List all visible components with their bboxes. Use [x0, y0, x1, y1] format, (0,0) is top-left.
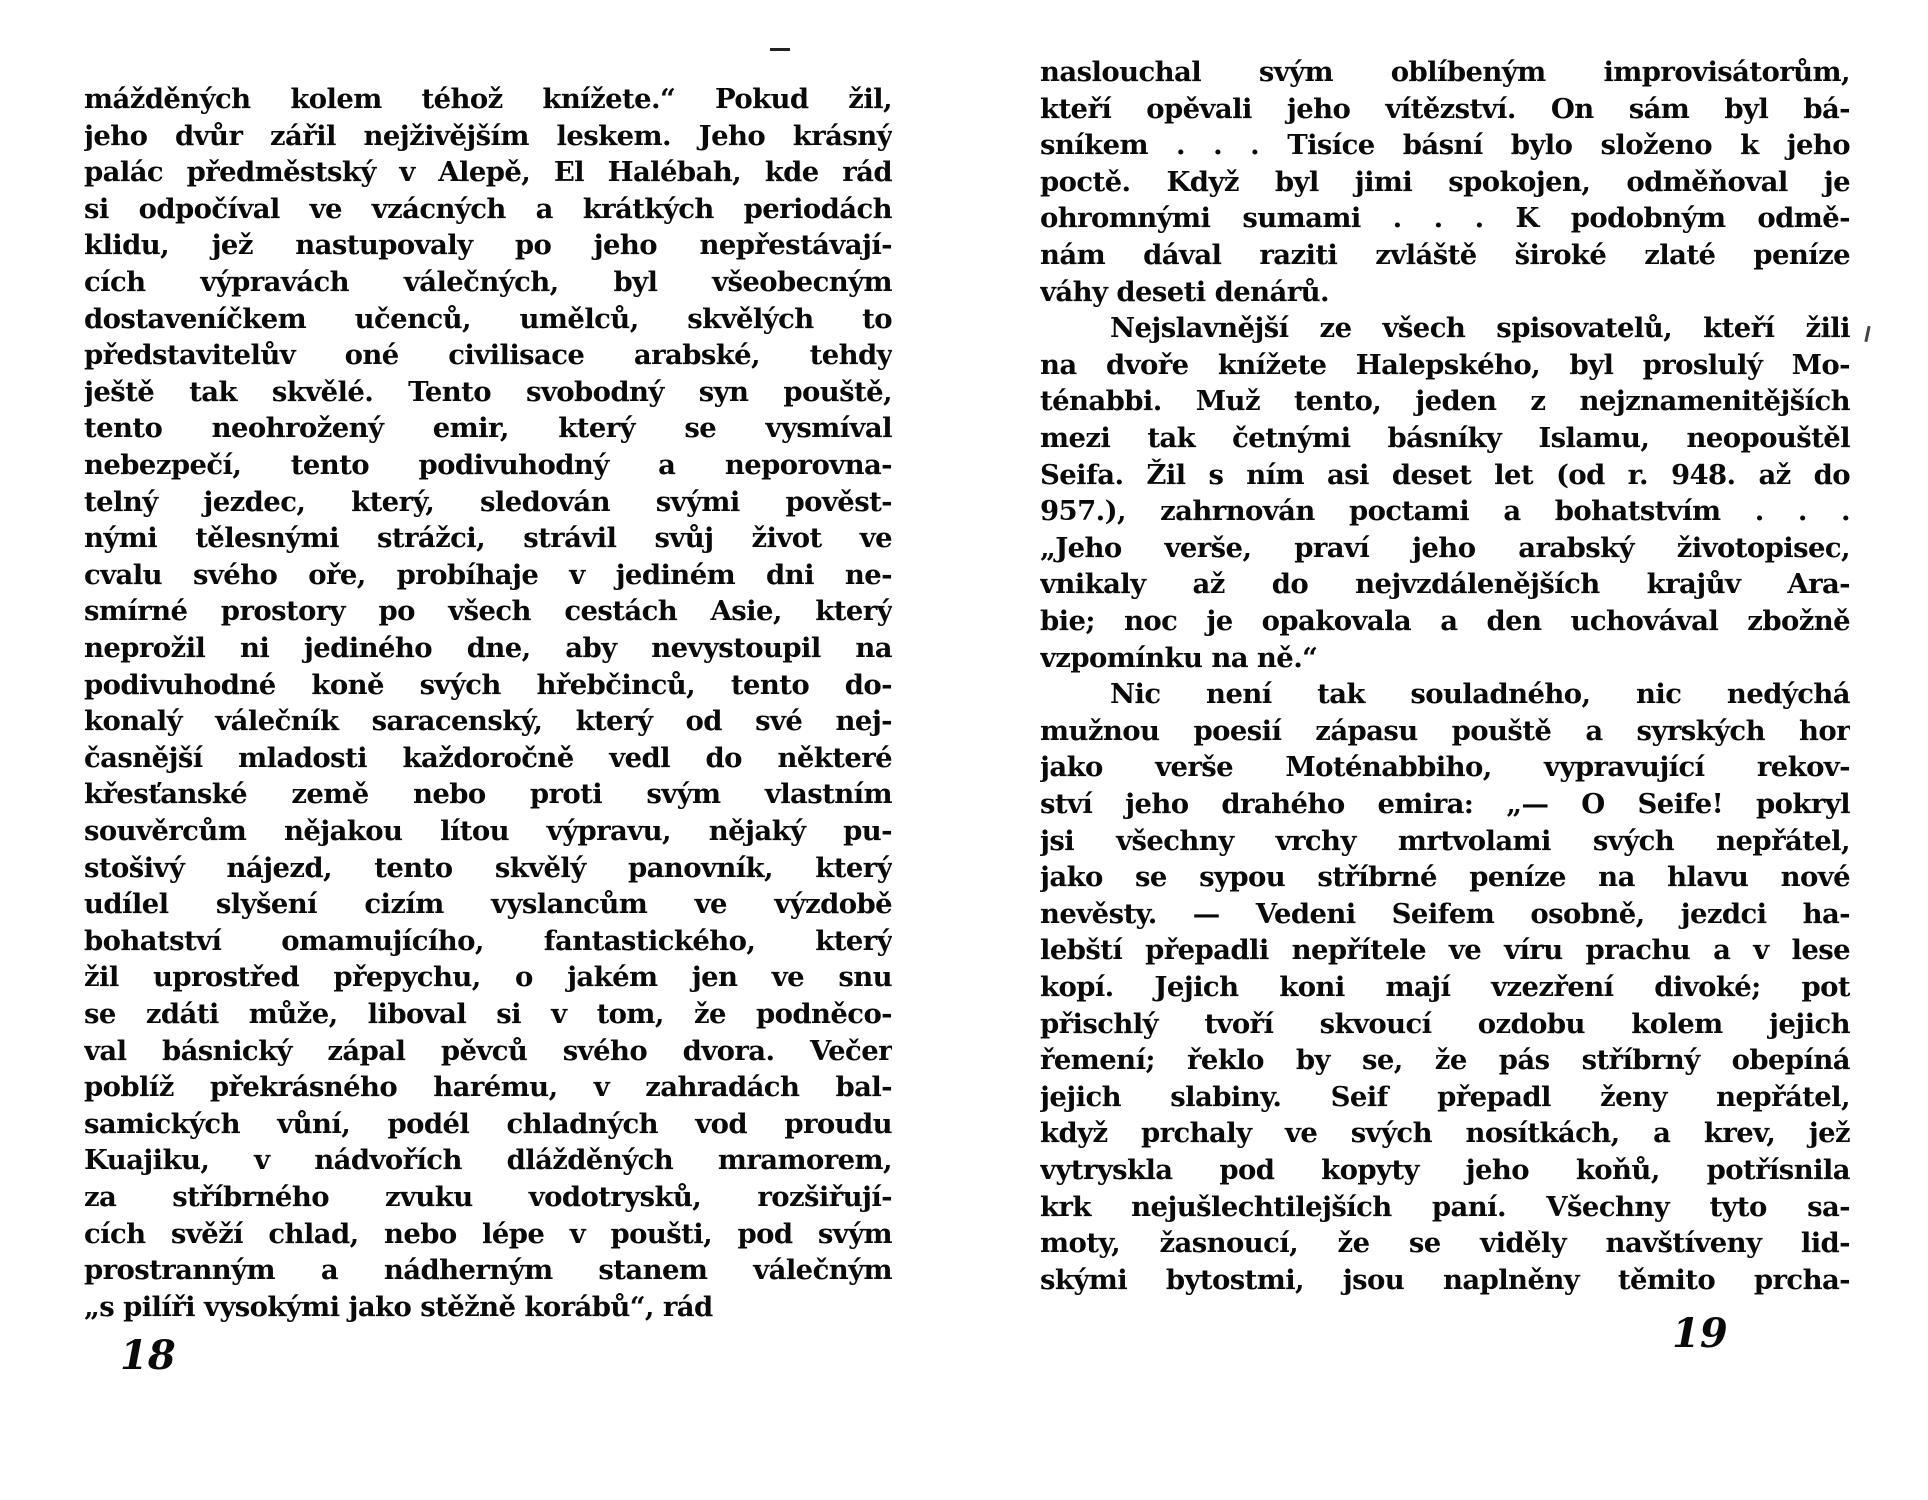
text-line: samických vůní, podél chladných vod proudu — [84, 1107, 892, 1140]
text-line: kteří opěvali jeho vítězství. On sám byl bá- — [1040, 92, 1850, 125]
text-line: smírné prostory po všech cestách Asie, který — [84, 595, 892, 628]
text-line: konalý válečník saracenský, který od své nej- — [84, 705, 892, 738]
margin-mark — [1864, 326, 1870, 342]
text-line: za stříbrného zvuku vodotrysků, rozšiřují- — [84, 1181, 892, 1213]
text-line: bohatství omamujícího, fantastického, který — [84, 924, 892, 957]
text-line: se zdáti může, liboval si v tom, že podněco- — [84, 998, 892, 1030]
text-line: moty, žasnoucí, že se viděly navštíveny lid- — [1040, 1227, 1850, 1260]
text-line: představitelův oné civilisace arabské, tehdy — [84, 339, 892, 372]
text-line: si odpočíval ve vzácných a krátkých periodách — [84, 192, 892, 225]
text-line: nebezpečí, tento podivuhodný a neporovna- — [84, 449, 892, 481]
text-line: stošivý nájezd, tento skvělý panovník, který — [84, 851, 892, 884]
left-page-number: 18 — [120, 1332, 176, 1379]
text-line: časnější mladosti každoročně vedl do některé — [84, 741, 892, 774]
text-line: Seifa. Žil s ním asi deset let (od r. 948. až do — [1040, 458, 1850, 491]
text-line: jako se sypou stříbrné peníze na hlavu nové — [1040, 861, 1850, 894]
text-line: sníkem . . . Tisíce básní bylo složeno k jeho — [1040, 129, 1850, 162]
text-line: vytryskla pod kopyty jeho koňů, potřísnila — [1040, 1154, 1850, 1186]
text-line: poblíž překrásného harému, v zahradách bal- — [84, 1071, 892, 1104]
text-line: přischlý tvoří skvoucí ozdobu kolem jejich — [1040, 1007, 1850, 1040]
text-line: „Jeho verše, praví jeho arabský životopisec, — [1040, 531, 1850, 564]
text-line: lebští přepadli nepřítele ve víru prachu a v lese — [1040, 934, 1850, 967]
text-line: dostaveníčkem učenců, umělců, skvělých to — [84, 302, 892, 335]
text-line: na dvoře knížete Halepského, byl proslulý Mo- — [1040, 348, 1850, 381]
text-line: cvalu svého oře, probíhaje v jediném dni ne- — [84, 558, 892, 591]
text-line: palác předměstský v Alepě, El Halébah, kde rád — [84, 156, 892, 189]
text-line: bie; noc je opakovala a den uchovával zbožně — [1040, 605, 1850, 637]
text-line: mážděných kolem téhož knížete.“ Pokud žil, — [84, 83, 892, 115]
text-line: Nic není tak souladného, nic nedýchá — [1110, 678, 1850, 711]
text-line: jeho dvůr zářil nejživějším leskem. Jeho krásný — [84, 119, 892, 152]
text-line: váhy deseti denárů. — [1040, 275, 1329, 308]
text-line: poctě. Když byl jimi spokojen, odměňoval je — [1040, 165, 1850, 198]
text-line: žil uprostřed přepychu, o jakém jen ve snu — [84, 961, 892, 994]
text-line: ství jeho drahého emira: „— O Seife! pokryl — [1040, 788, 1850, 820]
text-line: neprožil ni jediného dne, aby nevystoupil na — [84, 632, 892, 664]
text-line: klidu, jež nastupovaly po jeho nepřestávají- — [84, 229, 892, 262]
text-line: nevěsty. — Vedeni Seifem osobně, jezdci ha- — [1040, 897, 1850, 930]
text-line: kopí. Jejich koni mají vzezření divoké; pot — [1040, 971, 1850, 1003]
text-line: vnikaly až do nejvzdálenějších krajův Ara- — [1040, 568, 1850, 601]
text-line: krk nejušlechtilejších paní. Všechny tyto sa- — [1040, 1190, 1850, 1223]
text-line: souvěrcům nějakou lítou výpravu, nějaký pu- — [84, 815, 892, 847]
text-line: vzpomínku na ně.“ — [1040, 641, 1318, 674]
text-line: mužnou poesií zápasu pouště a syrských hor — [1040, 714, 1850, 747]
text-line: tento neohrožený emir, který se vysmíval — [84, 412, 892, 445]
text-line: naslouchal svým oblíbeným improvisátorům, — [1040, 56, 1850, 88]
text-line: val básnický zápal pěvců svého dvora. Večer — [84, 1034, 892, 1067]
text-line: telný jezdec, který, sledován svými pověst- — [84, 485, 892, 518]
text-line: jako verše Moténabbiho, vypravující rekov- — [1040, 751, 1850, 784]
text-line: ještě tak skvělé. Tento svobodný syn pouště, — [84, 375, 892, 408]
text-line: jsi všechny vrchy mrtvolami svých nepřátel, — [1040, 824, 1850, 857]
text-line: „s pilíři vysokými jako stěžně korábů“, rád — [84, 1290, 713, 1323]
text-line: prostranným a nádherným stanem válečným — [84, 1254, 892, 1287]
text-line: nám dával raziti zvláště široké zlaté peníze — [1040, 239, 1850, 271]
text-line: když prchaly ve svých nosítkách, a krev, jež — [1040, 1117, 1850, 1150]
text-line: nými tělesnými strážci, strávil svůj život ve — [84, 522, 892, 555]
text-line: mezi tak četnými básníky Islamu, neopouštěl — [1040, 422, 1850, 454]
text-line: udílel slyšení cizím vyslancům ve výzdobě — [84, 888, 892, 921]
text-line: 957.), zahrnován poctami a bohatstvím . . . — [1040, 495, 1850, 528]
print-mark — [770, 48, 790, 51]
text-line: ohromnými sumami . . . K podobným odmě- — [1040, 202, 1850, 235]
right-page-number: 19 — [1672, 1310, 1728, 1357]
text-line: cích výpravách válečných, byl všeobecným — [84, 266, 892, 298]
text-line: ténabbi. Muž tento, jeden z nejznamenitějších — [1040, 385, 1850, 418]
text-line: křesťanské země nebo proti svým vlastním — [84, 778, 892, 811]
text-line: jejich slabiny. Seif přepadl ženy nepřátel, — [1040, 1080, 1850, 1113]
text-line: cích svěží chlad, nebo lépe v poušti, pod svým — [84, 1217, 892, 1250]
text-line: Kuajiku, v nádvořích dlážděných mramorem, — [84, 1144, 892, 1177]
text-line: řemení; řeklo by se, že pás stříbrný obepíná — [1040, 1044, 1850, 1077]
text-line: skými bytostmi, jsou naplněny těmito prcha- — [1040, 1263, 1850, 1296]
text-line: Nejslavnější ze všech spisovatelů, kteří žili — [1110, 312, 1850, 345]
text-line: podivuhodné koně svých hřebčinců, tento do- — [84, 668, 892, 701]
